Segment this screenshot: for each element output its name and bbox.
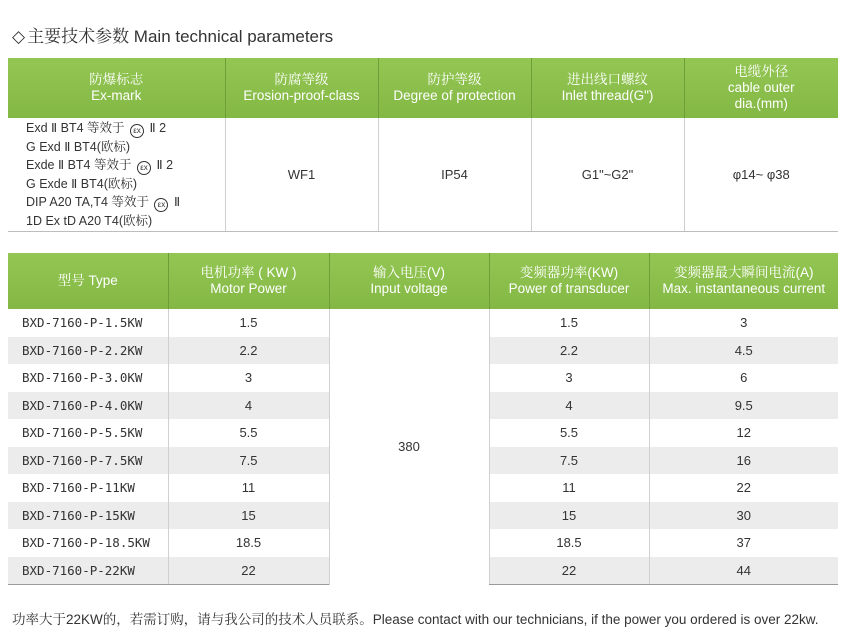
- max-current-cell: 4.5: [649, 337, 838, 365]
- header-inlet-thread: 进出线口螺纹 Inlet thread(G"): [531, 58, 684, 118]
- max-current-cell: 22: [649, 474, 838, 502]
- page-title: [12, 22, 333, 47]
- input-voltage-cell: 380: [329, 309, 489, 585]
- ex-mark-icon: εx: [154, 198, 168, 212]
- header-erosion-class: 防腐等级 Erosion-proof-class: [225, 58, 378, 118]
- thread-cell: G1"~G2": [531, 118, 684, 232]
- motor-power-cell: 7.5: [168, 447, 329, 475]
- model-cell: BXD-7160-P-4.0KW: [8, 392, 168, 420]
- model-cell: BXD-7160-P-11KW: [22, 480, 135, 496]
- motor-power-cell: 4: [168, 392, 329, 420]
- header-protection: 防护等级 Degree of protection: [378, 58, 531, 118]
- motor-power-cell: 3: [168, 364, 329, 392]
- erosion-cell: WF1: [225, 118, 378, 232]
- model-cell: BXD-7160-P-7.5KW: [8, 447, 168, 475]
- max-current-cell: 16: [649, 447, 838, 475]
- max-current-cell: 3: [649, 309, 838, 337]
- protection-cell: IP54: [378, 118, 531, 232]
- transducer-power-cell: 15: [489, 502, 649, 530]
- transducer-power-cell: 1.5: [489, 309, 649, 337]
- transducer-power-cell: 2.2: [489, 337, 649, 365]
- model-cell: BXD-7160-P-1.5KW: [22, 315, 143, 331]
- model-cell: BXD-7160-P-5.5KW: [22, 425, 143, 441]
- header-transducer-power: 变频器功率(KW) Power of transducer: [489, 253, 649, 309]
- transducer-power-cell: 18.5: [489, 529, 649, 557]
- transducer-power-cell: 22: [489, 557, 649, 585]
- ex-mark-cell: Exd Ⅱ BT4 等效于 εx Ⅱ 2 G Exd Ⅱ BT4(欧标) Exde Ⅱ BT4 等效于 εx Ⅱ 2 G Exde Ⅱ BT4(欧标) DIP A20 TA,T4 等效于 εx Ⅱ 1D Ex tD A20 T4(欧标): [8, 118, 225, 232]
- footnote: 功率大于22KW的，若需订购，请与我公司的技术人员联系。Please contact with our technicians, if the power you ordered is over 22kw.: [12, 612, 819, 627]
- header-input-voltage: 输入电压(V) Input voltage: [329, 253, 489, 309]
- header-motor-power: 电机功率 ( KW ) Motor Power: [168, 253, 329, 309]
- cable-cell: φ14~ φ38: [684, 118, 838, 232]
- header-cable-dia: 电缆外径 cable outer dia.(mm): [684, 58, 838, 118]
- max-current-cell: 30: [649, 502, 838, 530]
- motor-power-cell: 18.5: [168, 529, 329, 557]
- motor-power-cell: 5.5: [168, 419, 329, 447]
- motor-power-cell: 1.5: [168, 309, 329, 337]
- header-max-current: 变频器最大瞬间电流(A) Max. instantaneous current: [649, 253, 838, 309]
- model-cell: BXD-7160-P-15KW: [8, 502, 168, 530]
- transducer-power-cell: 3: [489, 364, 649, 392]
- page-title-text: 主要技术参数 Main technical parameters: [27, 27, 334, 46]
- motor-power-cell: 2.2: [168, 337, 329, 365]
- max-current-cell: 6: [649, 364, 838, 392]
- model-spec-table: [8, 253, 838, 585]
- motor-power-cell: 15: [168, 502, 329, 530]
- motor-power-cell: 11: [168, 474, 329, 502]
- motor-power-cell: 22: [168, 557, 329, 585]
- max-current-cell: 37: [649, 529, 838, 557]
- transducer-power-cell: 11: [489, 474, 649, 502]
- table-row: [8, 118, 838, 232]
- ex-mark-icon: εx: [137, 161, 151, 175]
- diamond-icon: ◇: [12, 27, 26, 46]
- max-current-cell: 12: [649, 419, 838, 447]
- technical-parameters-table: [8, 58, 838, 232]
- transducer-power-cell: 7.5: [489, 447, 649, 475]
- header-ex-mark: 防爆标志 Ex-mark: [8, 58, 225, 118]
- table-row: [8, 309, 838, 337]
- model-cell: BXD-7160-P-3.0KW: [22, 370, 143, 386]
- model-cell: BXD-7160-P-18.5KW: [22, 535, 150, 551]
- model-cell: BXD-7160-P-2.2KW: [8, 337, 168, 365]
- ex-mark-icon: εx: [130, 124, 144, 138]
- transducer-power-cell: 5.5: [489, 419, 649, 447]
- max-current-cell: 9.5: [649, 392, 838, 420]
- header-type: 型号 Type: [8, 253, 168, 309]
- transducer-power-cell: 4: [489, 392, 649, 420]
- model-cell: BXD-7160-P-22KW: [8, 557, 168, 585]
- max-current-cell: 44: [649, 557, 838, 585]
